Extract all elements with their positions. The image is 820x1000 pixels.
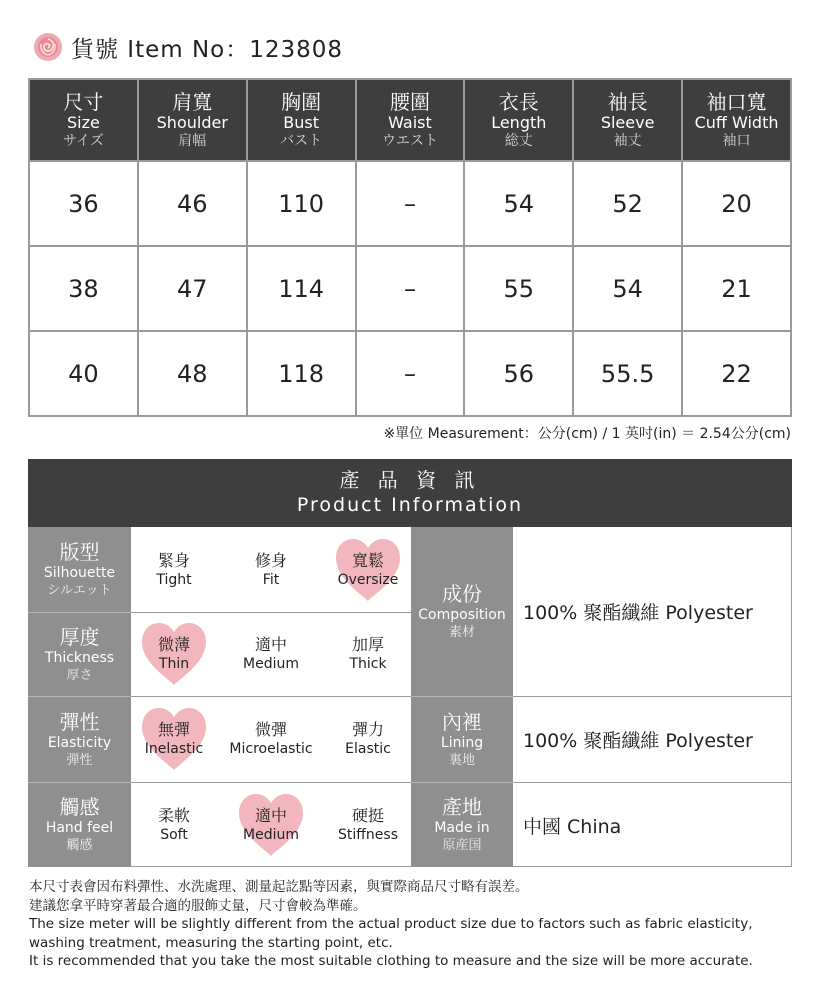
table-cell: 21 [682,246,791,331]
disclaimer-text [29,878,809,971]
table-row [29,331,791,416]
column-header-bust: 胸圍 Bust バスト [247,79,356,161]
disclaimer-line: 本尺寸表會因布料彈性、水洗處理、測量起訖點等因素，與實際商品尺寸略有誤差。 [29,879,529,895]
item-number-header [33,32,343,62]
option-stiffness: 硬挺 Stiffness [338,806,398,843]
column-header-sleeve: 袖長 Sleeve 袖丈 [573,79,682,161]
label-thickness: 厚度 Thickness 厚さ [28,613,131,697]
made-in-value: 中國 China [523,816,622,838]
option-tight: 緊身 Tight [156,551,192,588]
column-header-waist: 腰圍 Waist ウエスト [356,79,465,161]
label-silhouette: 版型 Silhouette シルエット [28,527,131,613]
option-medium-selected: 適中 Medium [223,806,319,844]
option-fit: 修身 Fit [254,551,287,588]
divider [131,612,411,613]
table-cell: 56 [464,331,573,416]
table-cell: 118 [247,331,356,416]
divider [28,612,131,613]
disclaimer-line: The size meter will be slightly different from the actual product size due to factors such as fabric elasticity, [29,916,753,932]
table-cell: 40 [29,331,138,416]
table-cell: 52 [573,161,682,246]
table-cell: 20 [682,161,791,246]
disclaimer-line: 建議您拿平時穿著最合適的服飾丈量，尺寸會較為準確。 [29,897,367,914]
disclaimer-line: washing treatment, measuring the starting point, etc. [29,934,393,951]
item-number-text: 貨號 Item No：123808 [71,36,344,63]
label-hand-feel: 觸感 Hand feel 觸感 [28,783,131,867]
table-cell: 114 [247,246,356,331]
table-cell: 47 [138,246,247,331]
option-elastic: 彈力 Elastic [345,720,391,757]
label-elasticity: 彈性 Elasticity 弾性 [28,697,131,783]
table-cell: 46 [138,161,247,246]
table-cell: 110 [247,161,356,246]
table-cell: 22 [682,331,791,416]
table-row [29,246,791,331]
divider [28,782,131,783]
table-cell: – [356,246,465,331]
table-cell: 38 [29,246,138,331]
divider [28,696,131,697]
table-cell: 48 [138,331,247,416]
rose-icon [33,32,63,62]
label-composition: 成份 Composition 素材 [411,527,513,697]
size-table-header-row [29,79,791,161]
column-header-length: 衣長 Length 総丈 [464,79,573,161]
option-oversize-selected: 寬鬆 Oversize [320,551,416,589]
size-table [28,78,792,417]
column-header-size: 尺寸 Size サイズ [29,79,138,161]
table-cell: 55.5 [573,331,682,416]
table-cell: 54 [464,161,573,246]
divider [411,782,513,783]
label-lining: 內裡 Lining 裏地 [411,697,513,783]
label-made-in: 產地 Made in 原産国 [411,783,513,867]
table-cell: – [356,161,465,246]
table-row [29,161,791,246]
measurement-note: ※單位 Measurement：公分(cm) / 1 英吋(in) ＝ 2.54公分(cm) [383,426,791,442]
option-thin-selected: 微薄 Thin [126,635,222,673]
option-microelastic: 微彈 Microelastic [229,720,313,757]
lining-value: 100% 聚酯纖維 Polyester [523,730,753,752]
table-cell: – [356,331,465,416]
divider [411,696,513,697]
column-header-shoulder: 肩寬 Shoulder 肩幅 [138,79,247,161]
option-inelastic-selected: 無彈 Inelastic [126,720,222,758]
disclaimer-line: It is recommended that you take the most suitable clothing to measure and the size will be more accurate. [29,953,753,969]
table-cell: 54 [573,246,682,331]
option-soft: 柔軟 Soft [157,806,190,843]
table-cell: 36 [29,161,138,246]
option-thick: 加厚 Thick [349,635,387,672]
option-medium: 適中 Medium [243,635,299,672]
product-info-title: 產 品 資 訊 Product Information [28,459,792,527]
column-header-cuff-width: 袖口寬 Cuff Width 袖口 [682,79,791,161]
composition-value: 100% 聚酯纖維 Polyester [523,602,753,624]
table-cell: 55 [464,246,573,331]
